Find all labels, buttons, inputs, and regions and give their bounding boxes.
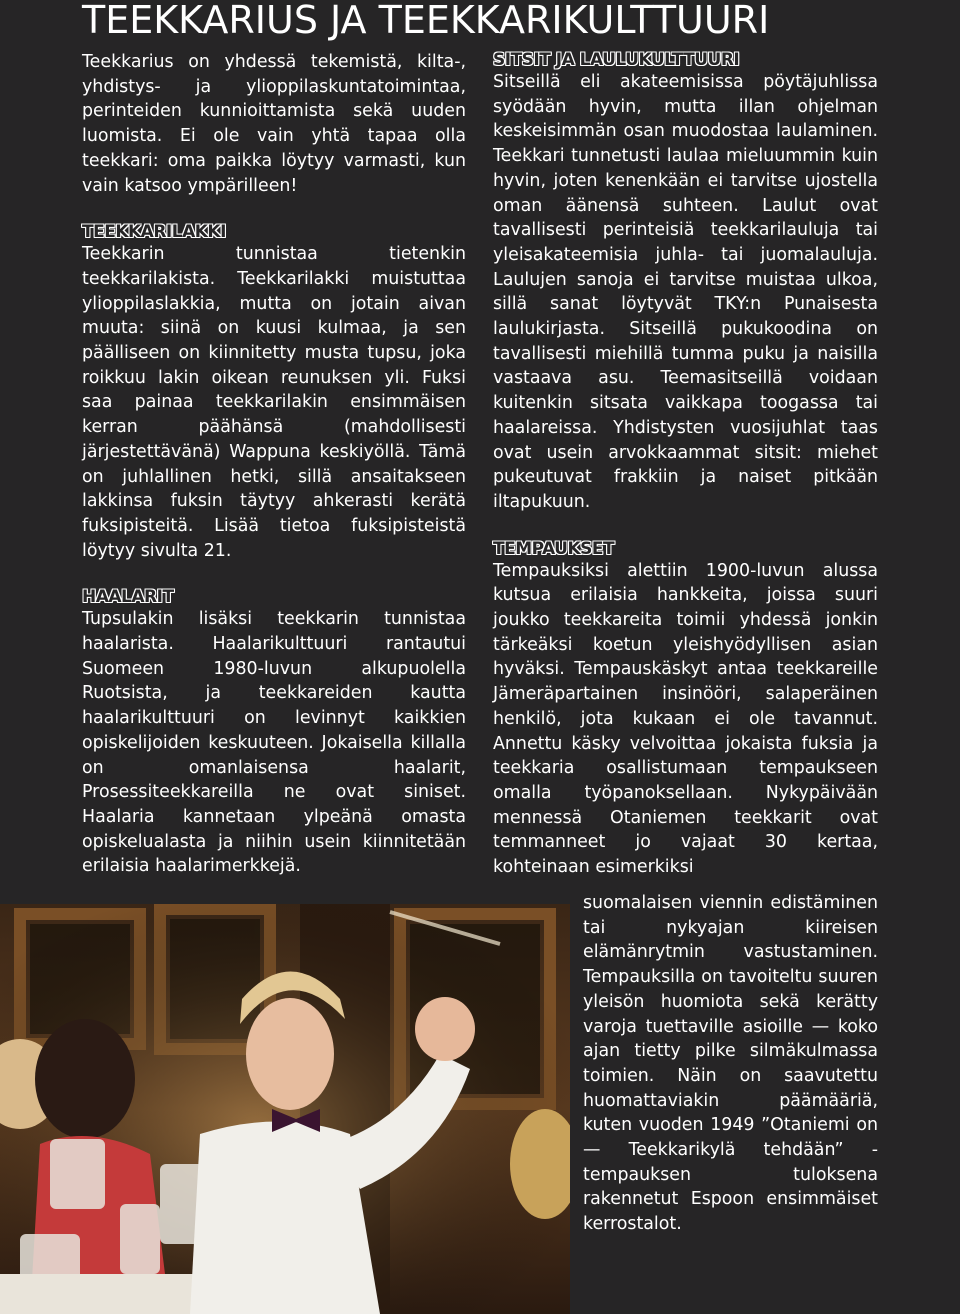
section-text-haalarit: Tupsulakin lisäksi teekkarin tunnistaa haalarista. Haalarikulttuuri rantautui Suomeen 1980-luvun alkupuolella Ruotsista, ja teekkareiden kautta haalarikulttuuri on levinnyt kaikkien opiskelijoiden keskuuteen. Jokaisella killalla on omanlaisensa haalarit, Prosessiteekkareilla ne ovat siniset. Haalaria kannetaan ylpeänä omasta opiskelualasta ja niihin usein kiinnitetään erilaisia haalarimerkkejä. (82, 609, 466, 877)
section-heading-teekkarilakki: TEEKKARILAKKI (82, 222, 226, 243)
intro-paragraph: Teekkarius on yhdessä tekemistä, kilta-, yhdistys- ja ylioppilaskuntatoimintaa, perinteiden kunnioittamista sekä uuden luomista. Ei ole vain yhtä tapaa olla teekkari: oma paikka löytyy varmasti, kun vain katsoo ympärilleen! (82, 52, 466, 196)
section-heading-haalarit: HAALARIT (82, 587, 174, 608)
section-text-tempaukset: Tempauksiksi alettiin 1900-luvun alussa kutsua erilaisia hankkeita, joissa suuri joukko teekkareita toimii yhdessä jonkin tärkeäksi koetun yleishyödyllisen asian hyväksi. Tempauskäskyt antaa teekkareille Jämeräpartainen insinööri, salaperäinen henkilö, jota kukaan ei ole tavannut. Annettu käsky velvoittaa jokaista fuksia ja teekkaria osallistumaan tempaukseen omalla työpanoksellaan. Nykypäivään mennessä Otaniemen teekkarit ovat temmanneet jo vajaat 30 kertaa, kohteinaan esimerkiksi (493, 560, 878, 878)
section-text-tempaukset-continued: suomalaisen viennin edistäminen tai nykyajan kiireisen elämänrytmin vastustaminen. Tempauksilla on tavoiteltu suuren yleisön huomiota sekä kerätty varoja tuettaville asioille — koko ajan tietty pilke silmäkulmassa toimien. Näin on saavutettu huomattaviakin päämääriä, kuten vuoden 1949 ”Otaniemi on — Teekkarikylä tehdään” -tempauksen tuloksena rakennetut Espoon ensimmäiset kerrostalot. (583, 893, 878, 1235)
section-heading-sitsit: SITSIT JA LAULUKULTTUURI (493, 50, 740, 70)
section-text-sitsit: Sitseillä eli akateemisissa pöytäjuhlissa syödään hyvin, mutta illan ohjelman keskeisimmän osan muodostaa laulaminen. Teekkari tunnetusti laulaa mieluummin kuin hyvin, joten kenenkään ei tarvitse ujostella oman äänensä suhteen. Laulut ovat tavallisesti perinteisiä teekkarilauluja tai yleisakateemisia juhla- tai juomalauluja. Laulujen sanoja ei tarvitse muistaa ulkoa, sillä sanat löytyvät TKY:n Punaisesta laulukirjasta. Sitseillä pukukoodina on tavallisesti miehillä tumma puku ja naisilla vastaava asu. Teemasitseillä voidaan kuitenkin sitsata vaikkapa toogassa tai haalareissa. Yhdistysten vuosijuhlat taas ovat usein arvokkaammat sitsit: miehet pukeutuvat frakkiin ja naiset pitkään iltapukuun. (493, 72, 878, 512)
right-column (493, 50, 878, 880)
section-text-teekkarilakki: Teekkarin tunnistaa tietenkin teekkarilakista. Teekkarilakki muistuttaa ylioppilaslakkia, mutta on jotain aivan muuta: siinä on kuusi kulmaa, ja sen päälliseen on kiinnitetty musta tupsu, joka roikkuu lakin oikean reunuksen yli. Fuksi saa painaa teekkarilakin ensimmäisen kerran päähänsä (mahdollisesti järjestettävänä) Wappuna keskiyöllä. Tämä on juhlallinen hetki, sillä ansaitakseen lakkinsa fuksin täytyy ahkerasti kerätä fuksipisteitä. Lisää tietoa fuksipisteistä löytyy sivulta 21. (82, 244, 466, 561)
spacer (82, 563, 466, 587)
photo-illustration (0, 904, 570, 1314)
spacer (82, 198, 466, 222)
spacer (493, 515, 878, 539)
section-heading-tempaukset: TEMPAUKSET (493, 538, 615, 559)
sitsit-photo (0, 904, 570, 1314)
page-title: TEEKKARIUS JA TEEKKARIKULTTUURI (82, 0, 770, 42)
left-column (82, 50, 466, 879)
